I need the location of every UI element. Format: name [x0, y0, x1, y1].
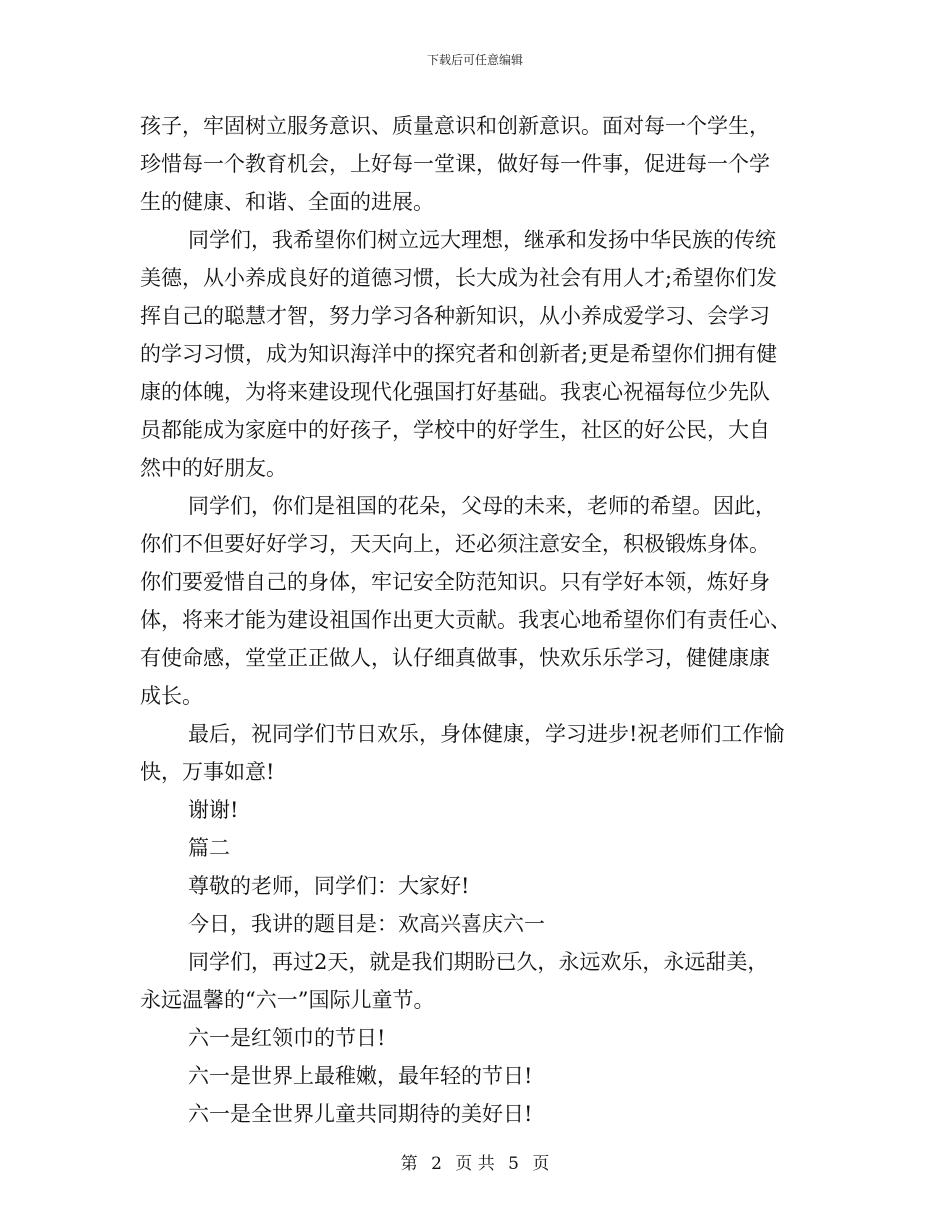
text-line: 同学们，再过2天，就是我们期盼已久，永远欢乐，永远甜美，: [188, 950, 769, 974]
paragraph: [140, 221, 812, 487]
paragraph: [140, 867, 812, 905]
text-line: 康的体魄，为将来建设现代化强国打好基础。我衷心祝福每位少先队: [140, 380, 770, 404]
text-line: 今日，我讲的题目是：欢高兴喜庆六一: [188, 912, 545, 936]
footer-suffix: 页: [532, 1154, 550, 1174]
text-line: 挥自己的聪慧才智，努力学习各种新知识，从小养成爱学习、会学习: [140, 304, 770, 328]
text-line: 同学们，你们是祖国的花朵，父母的未来，老师的希望。因此，: [188, 494, 776, 518]
text-line: 体，将来才能为建设祖国作出更大贡献。我衷心地希望你们有责任心、: [140, 608, 791, 632]
text-line: 六一是红领巾的节日!: [188, 1026, 386, 1050]
footer-total-pages: 5: [508, 1154, 519, 1174]
text-line: 生的健康、和谐、全面的进展。: [140, 190, 434, 214]
text-line: 六一是世界上最稚嫩，最年轻的节日!: [188, 1064, 533, 1088]
header-text: 下载后可任意编辑: [426, 53, 523, 67]
footer-prefix: 第: [400, 1154, 418, 1174]
text-line: 你们要爱惜自己的身体，牢记安全防范知识。只有学好本领，炼好身: [140, 570, 770, 594]
paragraph: [140, 791, 812, 829]
paragraph: [140, 107, 812, 221]
text-line: 永远温馨的“六一”国际儿童节。: [140, 988, 435, 1012]
paragraph: [140, 487, 812, 715]
text-line: 珍惜每一个教育机会，上好每一堂课，做好每一件事，促进每一个学: [140, 152, 770, 176]
text-line: 然中的好朋友。: [140, 456, 287, 480]
text-line: 同学们，我希望你们树立远大理想，继承和发扬中华民族的传统: [188, 228, 776, 252]
text-line: 员都能成为家庭中的好孩子，学校中的好学生，社区的好公民，大自: [140, 418, 770, 442]
text-line: 的学习习惯，成为知识海洋中的探究者和创新者;更是希望你们拥有健: [140, 342, 778, 366]
paragraph: [140, 715, 812, 791]
document-body: [140, 107, 812, 1133]
text-line: 有使命感，堂堂正正做人，认仔细真做事，快欢乐乐学习，健健康康: [140, 646, 770, 670]
paragraph: [140, 1019, 812, 1057]
paragraph: [140, 943, 812, 1019]
text-line: 你们不但要好好学习，天天向上，还必须注意安全，积极锻炼身体。: [140, 532, 770, 556]
paragraph: [140, 1057, 812, 1095]
text-line: 谢谢!: [188, 798, 239, 822]
page-footer: [0, 1153, 950, 1175]
text-line: 孩子，牢固树立服务意识、质量意识和创新意识。面对每一个学生，: [140, 114, 770, 138]
paragraph: [140, 829, 812, 867]
text-line: 尊敬的老师，同学们：大家好!: [188, 874, 470, 898]
text-line: 篇二: [188, 836, 230, 860]
text-line: 六一是全世界儿童共同期待的美好日!: [188, 1102, 533, 1126]
paragraph: [140, 905, 812, 943]
text-line: 快，万事如意!: [140, 760, 275, 784]
paragraph: [140, 1095, 812, 1133]
page-header: [0, 52, 950, 68]
footer-current-page: 2: [431, 1154, 442, 1174]
footer-middle: 页 共: [455, 1154, 495, 1174]
text-line: 美德，从小养成良好的道德习惯，长大成为社会有用人才;希望你们发: [140, 266, 778, 290]
text-line: 成长。: [140, 684, 203, 708]
text-line: 最后，祝同学们节日欢乐，身体健康，学习进步!祝老师们工作愉: [188, 722, 785, 746]
